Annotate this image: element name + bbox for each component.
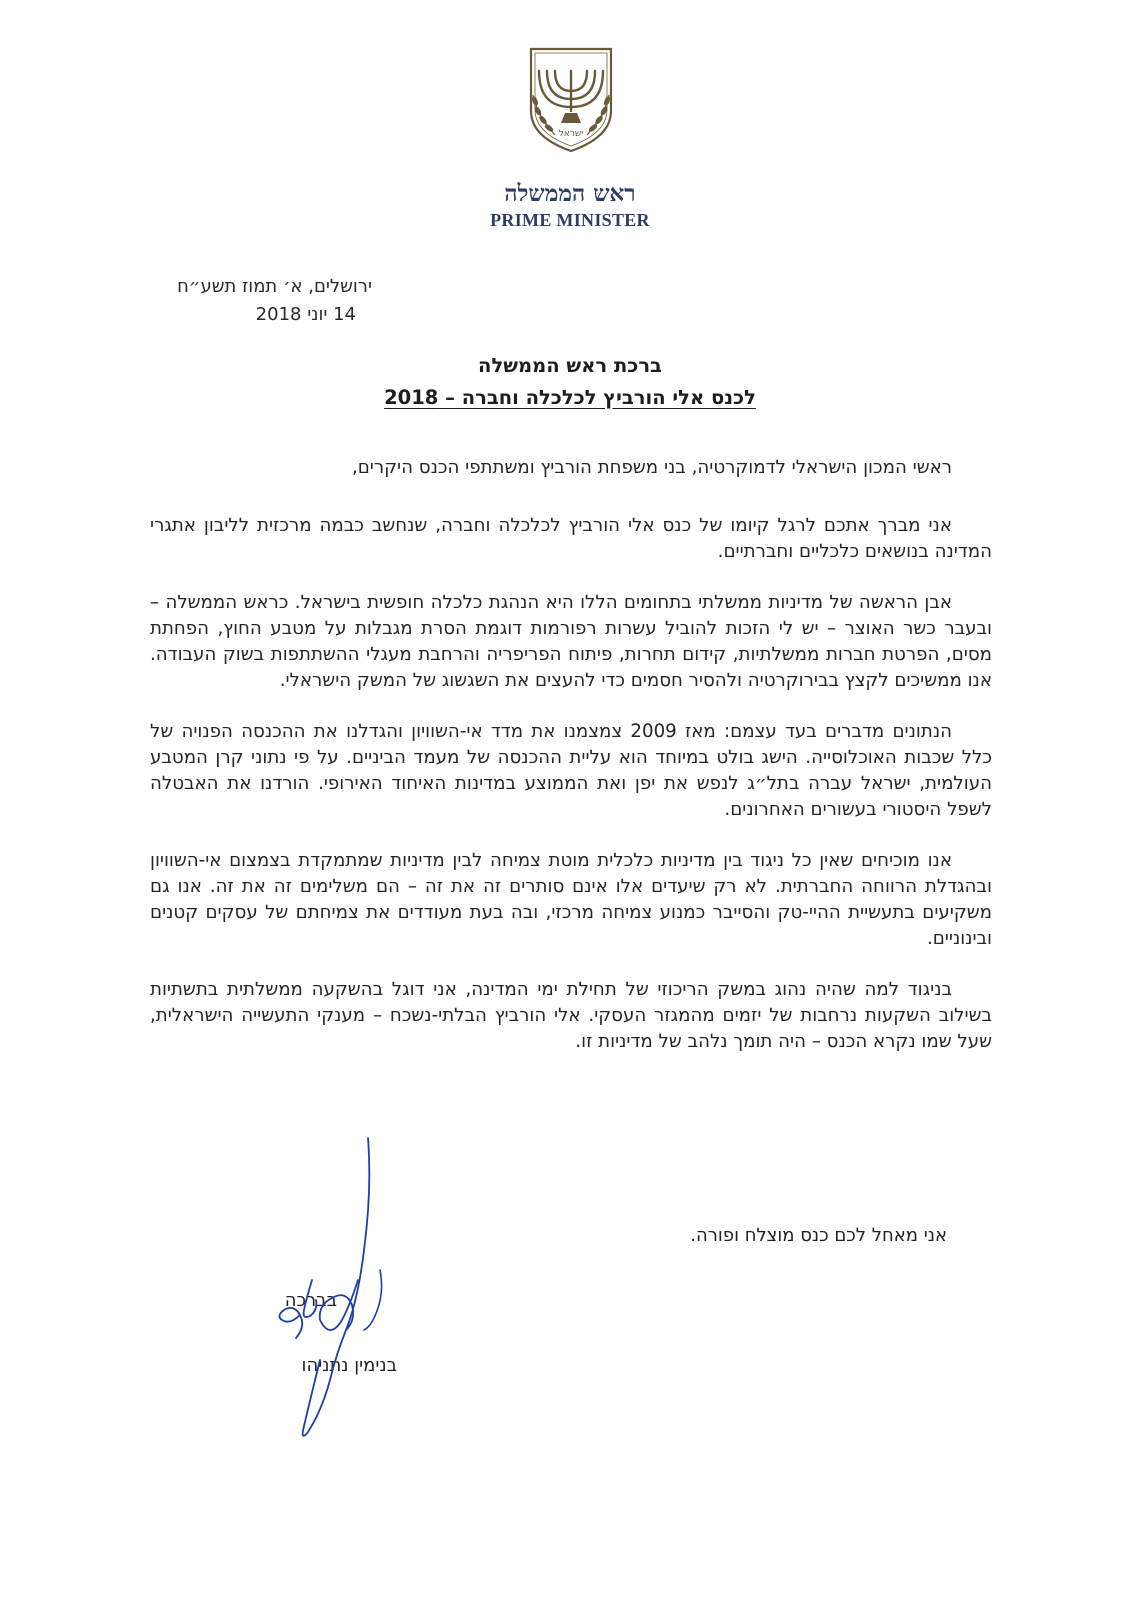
body-paragraph: בניגוד למה שהיה נהוג במשק הריכוזי של תחילת ימי המדינה, אני דוגל בהשקעה ממשלתית בתשתיות בשילוב השקעות נרחבות של יזמים מהמגזר העסקי. אלי הורביץ הבלתי-נשכח – מענקי התעשייה הישראלית, שעל שמו נקרא הכנס – היה תומך נלהב של מדיניות זו. xyxy=(150,979,992,1052)
body-paragraph: אבן הראשה של מדיניות ממשלתי בתחומים הללו היא הנהגת כלכלה חופשית בישראל. כראש הממשלה – ובעבר כשר האוצר – יש לי הזכות להוביל עשרות רפורמות דוגמת הסרת מגבלות על מטבע החוץ, הפחתת מסים, הפרטת חברות ממשלתיות, קידום תחרות, פיתוח הפריפריה והרחבת מעגלי ההשתתפות בשוק העבודה. אנו ממשיכים לקצץ בבירוקרטיה ולהסיר חסמים כדי להעצים את השגשוג של המשק הישראלי. xyxy=(150,592,992,691)
closing-line: אני מאחל לכם כנס מוצלח ופורה. xyxy=(690,1225,947,1246)
office-title-hebrew: ראש הממשלה xyxy=(504,180,636,207)
body-paragraph: הנתונים מדברים בעד עצמם: מאז 2009 צמצמנו את מדד אי-השוויון והגדלנו את ההכנסה הפנויה של כלל שכבות האוכלוסייה. הישג בולט במיוחד הוא עליית ההכנסה של מעמד הביניים. על פי נתוני קרן המטבע העולמית, ישראל עברה בתל״ג לנפש את יפן ואת הממוצע במדינות האיחוד האירופי. הורדנו את האבטלה לשפל היסטורי בעשורים האחרונים. xyxy=(150,721,992,820)
salutation: ראשי המכון הישראלי לדמוקרטיה, בני משפחת הורביץ ומשתתפי הכנס היקרים, xyxy=(351,457,952,478)
office-title-english: PRIME MINISTER xyxy=(490,210,650,230)
hebrew-date: ירושלים, א׳ תמוז תשע״ח xyxy=(177,276,372,297)
body-paragraph: אני מברך אתכם לרגל קיומו של כנס אלי הורביץ לכלכלה וחברה, שנחשב כבמה מרכזית לליבון אתגרי המדינה בנושאים כלכליים וחברתיים. xyxy=(150,515,992,562)
handwritten-signature xyxy=(260,1130,430,1450)
letter-body xyxy=(150,455,992,1080)
letter-heading xyxy=(240,350,900,414)
signer-name: בנימין נתניהו xyxy=(301,1355,397,1376)
emblem-text: ישראל xyxy=(558,129,584,139)
gregorian-date: 14 יוני 2018 xyxy=(255,304,356,325)
heading-line-1: ברכת ראש הממשלה xyxy=(478,354,662,377)
heading-line-2: לכנס אלי הורביץ לכלכלה וחברה – 2018 xyxy=(384,386,756,409)
body-paragraph: אנו מוכיחים שאין כל ניגוד בין מדיניות כלכלית מוטת צמיחה לבין מדיניות שמתמקדת בצמצום אי-השוויון ובהגדלת הרווחה החברתית. לא רק שיעדים אלו אינם סותרים זה את זה – הם משלימים זה את זה. אנו גם משקיעים בתעשיית ההיי-טק והסייבר כמנוע צמיחה מרכזי, ובה בעת מעודדים את צמיחתם של עסקים קטנים ובינוניים. xyxy=(150,850,992,949)
state-emblem-menorah-icon xyxy=(525,45,617,155)
date-block xyxy=(177,273,372,329)
blessing: בברכה xyxy=(284,1290,337,1311)
